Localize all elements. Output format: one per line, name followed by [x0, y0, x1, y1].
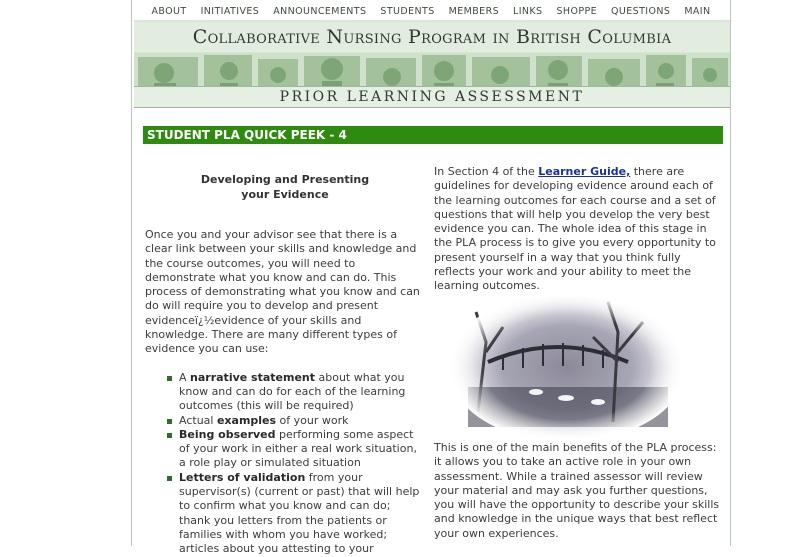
- evidence-item: [179, 471, 425, 557]
- nav-shoppe[interactable]: SHOPPE: [556, 5, 598, 17]
- bullet-icon: [167, 433, 172, 438]
- left-intro-paragraph: Once you and your advisor see that there is a clear link between your skills and knowledge and the course outcomes, you will need to demonstrate what you know and can do. This process of demonstrating what you know and can do will require you to develop and present evidenceï¿½evidence of your skills and knowledge. There are many different types of evidence you can use:: [145, 228, 420, 356]
- right-column-lower: [434, 441, 724, 541]
- bullet-post: performing some aspect of your work in either a real work situation, a role play or simulated situation: [179, 427, 417, 470]
- para1-pre: In Section 4 of the: [434, 165, 539, 178]
- right-column: [434, 165, 722, 294]
- bullet-bold: examples: [216, 413, 277, 427]
- nav-links[interactable]: LINKS: [513, 5, 543, 17]
- nav-about[interactable]: ABOUT: [151, 5, 187, 17]
- evidence-item: [179, 414, 425, 428]
- banner-title: Collaborative Nursing Program in British Columbia: [134, 22, 730, 52]
- right-paragraph-2: This is one of the main benefits of the PLA process: it allows you to take an active role in your own assessment. While a trained assessor will review your material and may ask you further questions, you will have the opportunity to describe your skills and knowledge in the unique ways that best reflect your own experiences.: [434, 441, 720, 540]
- left-column: [145, 172, 425, 557]
- left-heading-line2: your Evidence: [241, 188, 329, 201]
- top-nav: [132, 0, 730, 22]
- bullet-icon: [167, 419, 172, 424]
- right-paragraph-1: [434, 165, 722, 294]
- pla-subtitle-strip: [134, 86, 730, 108]
- bullet-pre: Actual: [179, 413, 217, 427]
- nav-announcements[interactable]: ANNOUNCEMENTS: [273, 5, 367, 17]
- nav-initiatives[interactable]: INITIATIVES: [200, 5, 260, 17]
- bullet-icon: [167, 376, 172, 381]
- nav-students[interactable]: STUDENTS: [380, 5, 435, 17]
- bullet-bold: Letters of validation: [179, 470, 306, 484]
- nav-members[interactable]: MEMBERS: [448, 5, 500, 17]
- banner-subtitle: PRIOR LEARNING ASSESSMENT: [279, 89, 585, 105]
- evidence-list: [145, 371, 425, 557]
- bullet-post: about what you know and can do for each of the learning outcomes (this will be required): [179, 370, 406, 413]
- bullet-bold: narrative statement: [190, 370, 316, 384]
- evidence-item: [179, 428, 425, 471]
- left-heading: [145, 172, 425, 202]
- para1-post: there are guidelines for developing evidence around each of the learning outcomes for each course and a set of questions that will help you develop the very best evidence you can. The whole idea of this stage in the PLA process is to give you every opportunity to present yourself in a way that you think fully reflects your work and your ability to meet the learning outcomes.: [434, 165, 716, 293]
- evidence-item: [179, 371, 425, 414]
- park-bridge-swans-photo: [448, 292, 686, 442]
- nav-questions[interactable]: QUESTIONS: [611, 5, 671, 17]
- section-title-bar: STUDENT PLA QUICK PEEK - 4: [143, 126, 723, 144]
- bullet-post: of your work: [276, 413, 349, 427]
- bullet-pre: A: [179, 370, 191, 384]
- left-heading-line1: Developing and Presenting: [200, 173, 370, 186]
- bullet-post: from your supervisor(s) (current or past) that will help to confirm what you know and can do; thank you letters from the patients or families with whom you have worked; articles about you attesting to your: [179, 470, 420, 556]
- learner-guide-link[interactable]: Learner Guide,: [538, 165, 631, 178]
- nav-main[interactable]: MAIN: [684, 5, 711, 17]
- bullet-icon: [167, 476, 172, 481]
- bullet-bold: Being observed: [179, 427, 276, 441]
